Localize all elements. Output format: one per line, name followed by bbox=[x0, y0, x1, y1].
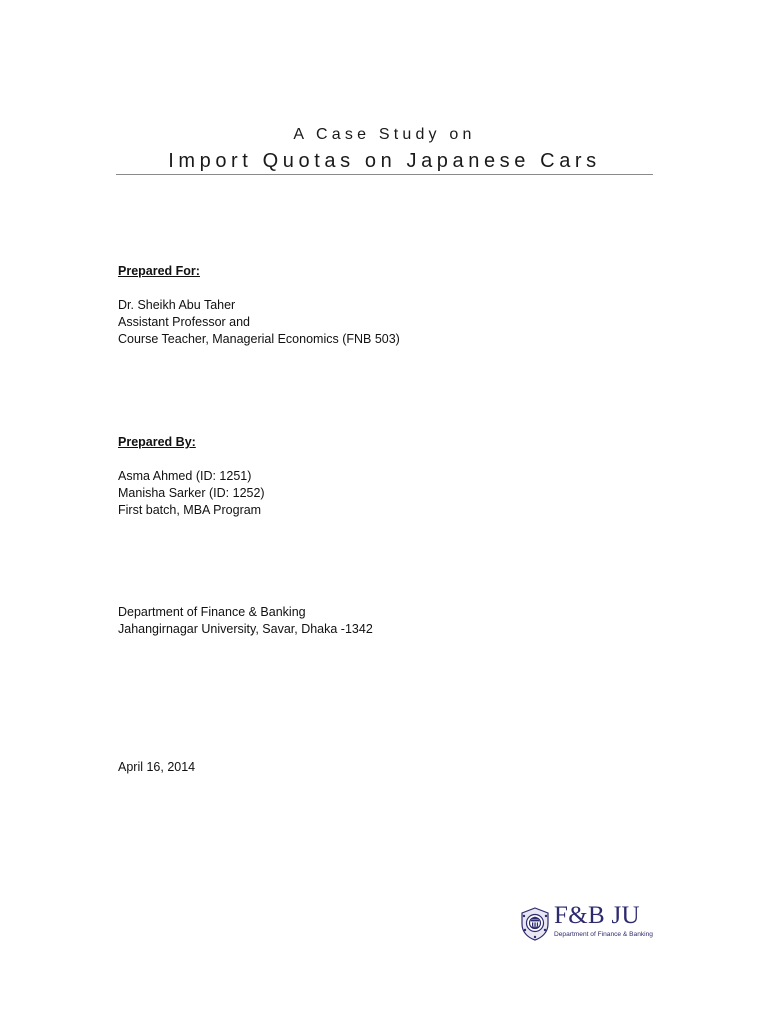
document-supertitle: A Case Study on bbox=[293, 126, 476, 143]
document-title: Import Quotas on Japanese Cars bbox=[168, 150, 601, 172]
logo-wordmark: F&B JU bbox=[554, 902, 640, 929]
date-section bbox=[118, 759, 195, 776]
prepared-for-heading: Prepared For: bbox=[118, 264, 200, 278]
prepared-for-section bbox=[118, 263, 400, 348]
prepared-for-line: Assistant Professor and bbox=[118, 315, 251, 329]
prepared-for-line: Course Teacher, Managerial Economics (FNB 503) bbox=[118, 332, 400, 346]
prepared-by-line: Asma Ahmed (ID: 1251) bbox=[118, 469, 252, 483]
prepared-for-line: Dr. Sheikh Abu Taher bbox=[118, 298, 236, 312]
institution-section bbox=[118, 604, 373, 638]
department-name: Department of Finance & Banking bbox=[118, 605, 306, 619]
prepared-by-section bbox=[118, 434, 265, 519]
document-date: April 16, 2014 bbox=[118, 760, 196, 774]
title-divider bbox=[116, 174, 653, 175]
logo-subtitle: Department of Finance & Banking bbox=[554, 931, 653, 938]
prepared-by-line: First batch, MBA Program bbox=[118, 503, 262, 517]
fb-ju-logo bbox=[519, 904, 655, 944]
prepared-by-line: Manisha Sarker (ID: 1252) bbox=[118, 486, 265, 500]
university-address: Jahangirnagar University, Savar, Dhaka -1342 bbox=[118, 622, 373, 636]
title-block bbox=[116, 124, 653, 175]
university-crest-icon bbox=[519, 906, 551, 942]
prepared-by-heading: Prepared By: bbox=[118, 435, 196, 449]
